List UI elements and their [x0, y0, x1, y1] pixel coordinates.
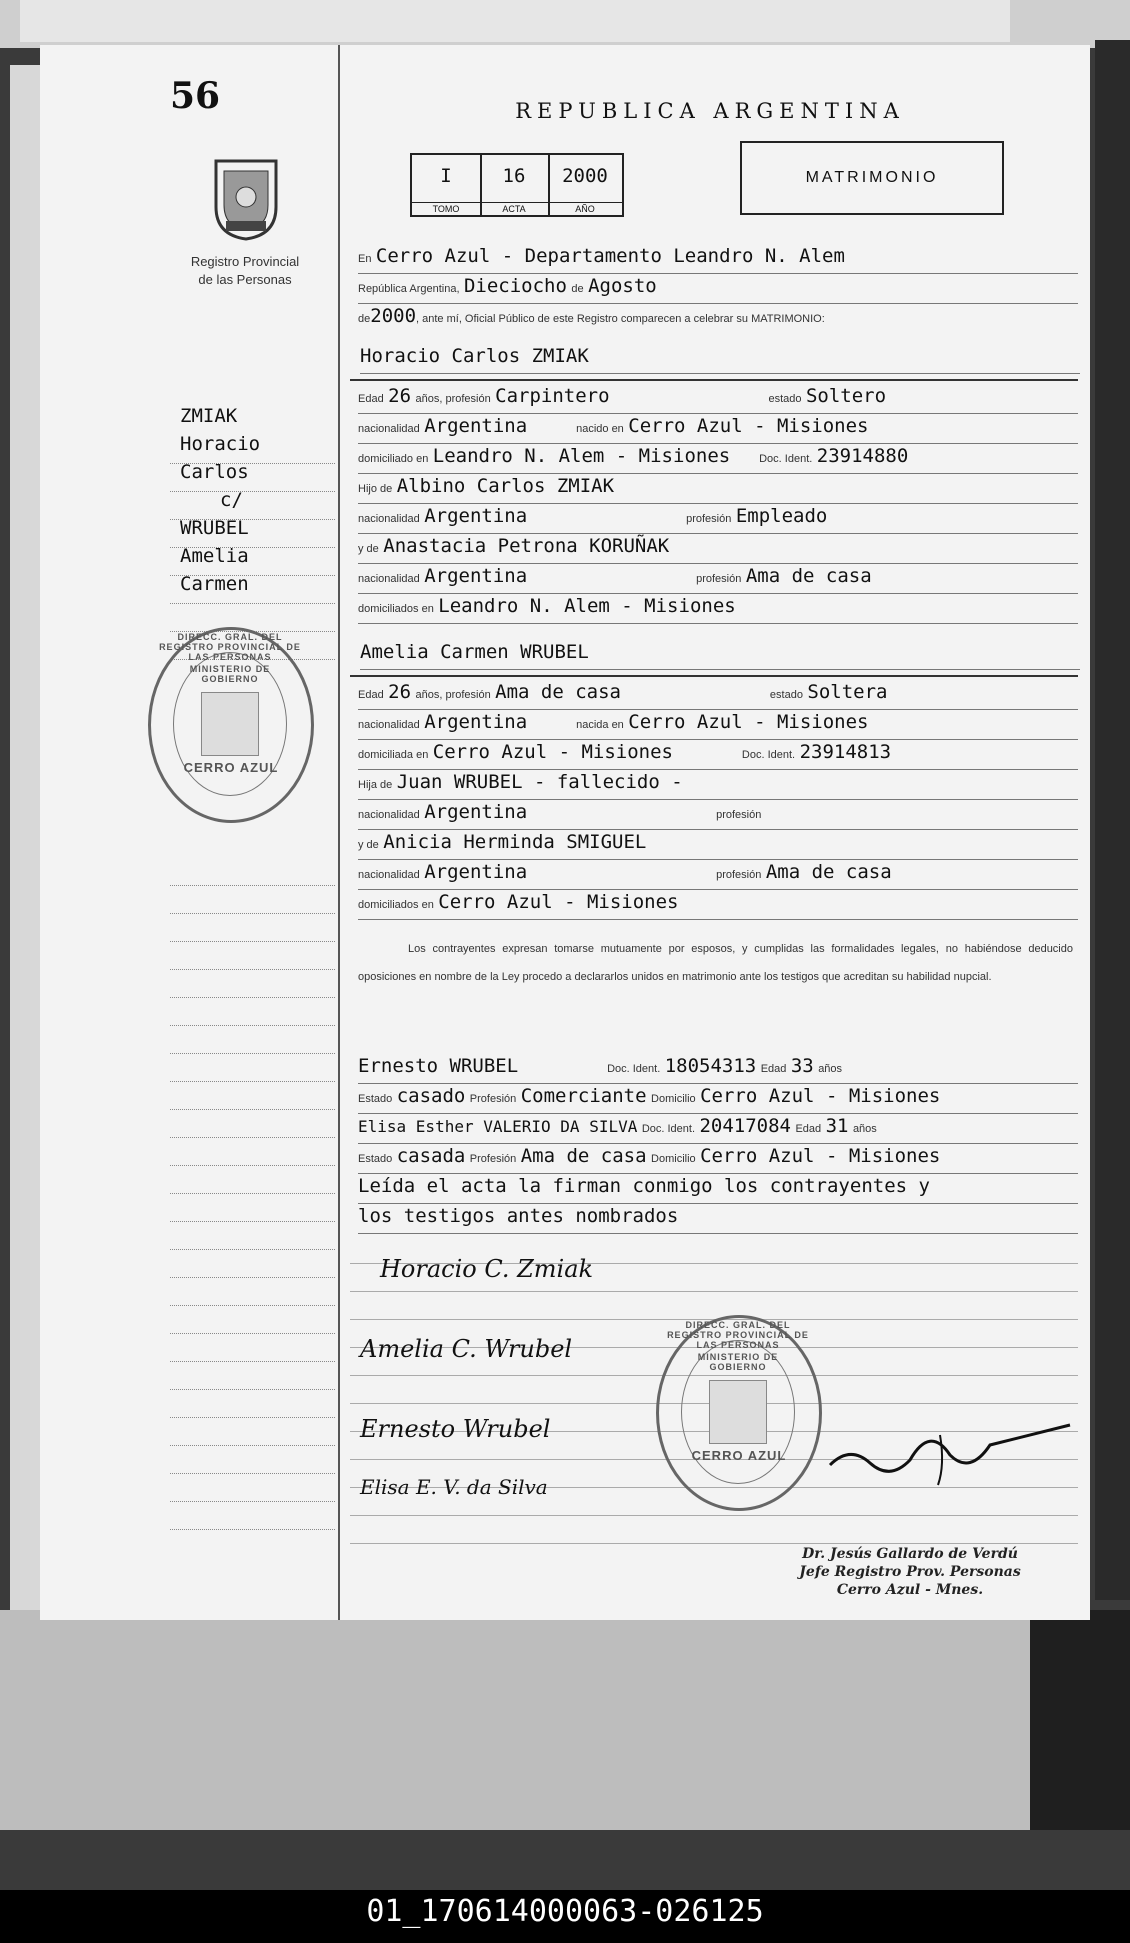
edad-label: Edad — [760, 1063, 787, 1075]
margin-name-line: Horacio — [180, 433, 261, 455]
y-de-label: y de — [358, 839, 379, 851]
document-title: REPUBLICA ARGENTINA — [515, 99, 905, 123]
act-type-label: MATRIMONIO — [805, 169, 939, 186]
groom-parents-domicile: Leandro N. Alem - Misiones — [438, 595, 736, 617]
ruled-line — [350, 1515, 1078, 1516]
profesion-label: Profesión — [469, 1093, 517, 1105]
hija-label: Hija de — [358, 779, 393, 791]
nacido-label: nacido en — [576, 423, 624, 435]
intro-year-row — [358, 305, 1078, 333]
groom-nationality: Argentina — [424, 415, 528, 437]
bride-mother-profession: Ama de casa — [765, 861, 892, 883]
officer-stamp — [760, 1545, 1060, 1599]
groom-doc: 23914880 — [816, 445, 909, 467]
nacionalidad-label: nacionalidad — [358, 513, 420, 525]
de-label: de — [358, 313, 371, 325]
bride-domicile: Cerro Azul - Misiones — [432, 741, 673, 763]
witness-2-profession: Ama de casa — [520, 1145, 647, 1167]
bride-nationality: Argentina — [424, 711, 528, 733]
doc-label: Doc. Ident. — [641, 1123, 696, 1135]
bride-father-nationality: Argentina — [424, 801, 528, 823]
margin-line — [170, 1305, 335, 1306]
margin-line — [170, 1389, 335, 1390]
margin-name-line: Amelia — [180, 545, 249, 567]
domiciliados-label: domiciliados en — [358, 603, 434, 615]
groom-profession: Carpintero — [495, 385, 610, 407]
intro-year: 2000 — [370, 305, 417, 327]
bride-father-nationality-row — [358, 801, 1078, 830]
lower-sheet — [0, 1610, 1030, 1830]
nacionalidad-label: nacionalidad — [358, 719, 420, 731]
margin-line — [170, 1053, 335, 1054]
official-stamp — [656, 1315, 822, 1511]
domicilio-label: Domicilio — [651, 1093, 696, 1105]
stamp-text: DIRECC. GRAL. DEL REGISTRO PROVINCIAL DE LAS PERSONAS — [667, 1320, 809, 1350]
stamp-text: CERRO AZUL — [183, 760, 279, 775]
acta-cell — [480, 155, 550, 215]
nacionalidad-label: nacionalidad — [358, 573, 420, 585]
witness-2-detail-row — [358, 1145, 1078, 1174]
groom-parents-domicile-row — [358, 595, 1078, 624]
tomo-caption: TOMO — [412, 202, 480, 215]
margin-line — [170, 1249, 335, 1250]
page-number: 56 — [170, 75, 221, 117]
bride-status: Soltera — [807, 681, 888, 703]
edad-label: Edad — [358, 689, 384, 701]
witness-1-age: 33 — [790, 1055, 814, 1077]
margin-line — [170, 1417, 335, 1418]
witness-1-domicile: Cerro Azul - Misiones — [700, 1085, 941, 1107]
witness-2-age: 31 — [825, 1115, 849, 1137]
ruled-line — [350, 1543, 1078, 1544]
edad-label: Edad — [795, 1123, 822, 1135]
doc-label: Doc. Ident. — [759, 453, 813, 465]
margin-line — [170, 1109, 335, 1110]
nacionalidad-label: nacionalidad — [358, 869, 420, 881]
registry-label — [170, 253, 320, 289]
domicilio-label: domiciliado en — [358, 453, 429, 465]
closing-text: los testigos antes nombrados — [358, 1205, 679, 1227]
groom-age-row — [358, 385, 1078, 414]
y-de-label: y de — [358, 543, 379, 555]
witness-1-doc: 18054313 — [664, 1055, 757, 1077]
officer-title: Jefe Registro Prov. Personas — [799, 1564, 1021, 1580]
margin-column — [40, 45, 340, 1620]
footer-code: 01_170614000063-026125 — [366, 1894, 764, 1929]
groom-father-row — [358, 475, 1078, 504]
margin-line — [170, 1193, 335, 1194]
ruled-line — [350, 1291, 1078, 1292]
stamp-text: CERRO AZUL — [691, 1448, 787, 1463]
nacionalidad-label: nacionalidad — [358, 809, 420, 821]
bride-mother: Anicia Herminda SMIGUEL — [383, 831, 647, 853]
section-divider — [350, 675, 1078, 677]
scan-background-right — [1095, 40, 1130, 1600]
estado-label: Estado — [358, 1153, 393, 1165]
bride-mother-nationality-row — [358, 861, 1078, 890]
margin-line — [170, 913, 335, 914]
republica-label: República Argentina, — [358, 283, 460, 295]
margin-line — [170, 1529, 335, 1530]
anio-value: 2000 — [562, 165, 608, 187]
profesion-label: años, profesión — [415, 689, 491, 701]
bride-birthplace: Cerro Azul - Misiones — [628, 711, 869, 733]
groom-mother-profession: Ama de casa — [745, 565, 872, 587]
signature-witness-1: Ernesto Wrubel — [360, 1415, 551, 1443]
stamp-text: MINISTERIO DE GOBIERNO — [697, 1352, 779, 1372]
witness-2-doc: 20417084 — [699, 1115, 791, 1137]
bride-name-row — [360, 641, 1080, 670]
margin-name-line: c/ — [220, 489, 243, 511]
margin-line — [170, 1473, 335, 1474]
margin-name-line: Carmen — [180, 573, 249, 595]
margin-line — [170, 1221, 335, 1222]
bride-age-row — [358, 681, 1078, 710]
en-label: En — [358, 253, 372, 265]
bride-profession: Ama de casa — [495, 681, 622, 703]
estado-label: estado — [769, 689, 803, 701]
bride-parents-domicile-row — [358, 891, 1078, 920]
intro-day: Dieciocho — [463, 275, 567, 297]
witness-2-name: Elisa Esther VALERIO DA SILVA — [358, 1117, 638, 1136]
tomo-acta-anio-box — [410, 153, 624, 217]
nacionalidad-label: nacionalidad — [358, 423, 420, 435]
bride-mother-nationality: Argentina — [424, 861, 528, 883]
margin-line — [170, 1137, 335, 1138]
estado-label: Estado — [358, 1093, 393, 1105]
intro-place-row — [358, 245, 1078, 274]
anios-label: años — [852, 1123, 877, 1135]
groom-father: Albino Carlos ZMIAK — [396, 475, 615, 497]
register-page — [40, 45, 1090, 1620]
registry-seal-icon — [210, 157, 282, 241]
profesion-label: años, profesión — [415, 393, 491, 405]
groom-nationality-row — [358, 415, 1078, 444]
anios-label: años — [818, 1063, 843, 1075]
margin-line — [170, 885, 335, 886]
witness-1-name: Ernesto WRUBEL — [358, 1055, 519, 1077]
groom-mother-row — [358, 535, 1078, 564]
closing-text: Leída el acta la firman conmigo los contrayentes y — [358, 1175, 930, 1197]
groom-father-nationality: Argentina — [424, 505, 528, 527]
margin-line — [170, 1165, 335, 1166]
domicilio-label: Domicilio — [651, 1153, 696, 1165]
groom-name-row — [360, 345, 1080, 374]
groom-age: 26 — [388, 385, 412, 407]
groom-mother-nationality: Argentina — [424, 565, 528, 587]
margin-line — [170, 997, 335, 998]
groom-domicile: Leandro N. Alem - Misiones — [432, 445, 731, 467]
margin-line — [170, 1501, 335, 1502]
groom-father-profession: Empleado — [735, 505, 828, 527]
groom-mother-nationality-row — [358, 565, 1078, 594]
profesion-label: Profesión — [469, 1153, 517, 1165]
main-content — [340, 45, 1080, 1620]
profesion-label: profesión — [716, 809, 762, 821]
intro-text: , ante mí, Oficial Público de este Registro comparecen a celebrar su MATRIMONIO: — [416, 313, 825, 325]
nacida-label: nacida en — [576, 719, 624, 731]
witness-2-domicile: Cerro Azul - Misiones — [700, 1145, 941, 1167]
doc-label: Doc. Ident. — [607, 1063, 661, 1075]
officer-signature-icon — [820, 1405, 1080, 1495]
margin-line — [170, 1025, 335, 1026]
acta-caption: ACTA — [480, 202, 548, 215]
edad-label: Edad — [358, 393, 384, 405]
witness-1-profession: Comerciante — [520, 1085, 647, 1107]
groom-mother: Anastacia Petrona KORUÑAK — [383, 535, 670, 557]
bride-nationality-row — [358, 711, 1078, 740]
groom-name: Horacio Carlos ZMIAK — [360, 345, 589, 367]
margin-name-line: WRUBEL — [180, 517, 249, 539]
intro-place: Cerro Azul - Departamento Leandro N. Alem — [375, 245, 845, 267]
profesion-label: profesión — [686, 513, 732, 525]
witness-1-row — [358, 1055, 1078, 1084]
anio-cell — [548, 155, 622, 215]
witness-1-detail-row — [358, 1085, 1078, 1114]
margin-line — [170, 1277, 335, 1278]
witness-1-status: casado — [396, 1085, 466, 1107]
margin-line — [170, 941, 335, 942]
bride-father-row — [358, 771, 1078, 800]
domiciliados-label: domiciliados en — [358, 899, 434, 911]
official-stamp — [148, 627, 314, 823]
profesion-label: profesión — [716, 869, 762, 881]
groom-birthplace: Cerro Azul - Misiones — [628, 415, 869, 437]
signature-witness-2: Elisa E. V. da Silva — [360, 1475, 548, 1499]
bride-domicile-row — [358, 741, 1078, 770]
bride-parents-domicile: Cerro Azul - Misiones — [438, 891, 679, 913]
intro-date-row — [358, 275, 1078, 304]
groom-status: Soltero — [805, 385, 887, 407]
tomo-value: I — [440, 165, 452, 187]
witness-2-row — [358, 1115, 1078, 1144]
declaration-text: Los contrayentes expresan tomarse mutuamente por esposos, y cumplidas las formalidades legales, no habiéndose deducido oposiciones en nombre de la Ley procedo a declararlos unidos en matrimonio ante los testigos que acreditan su habilidad nupcial. — [358, 943, 1073, 983]
margin-name-line: ZMIAK — [180, 405, 238, 427]
margin-name-line: Carlos — [180, 461, 249, 483]
registry-label-line-2: de las Personas — [198, 272, 292, 287]
estado-label: estado — [768, 393, 802, 405]
groom-domicile-row — [358, 445, 1078, 474]
section-divider — [350, 379, 1078, 381]
bride-father: Juan WRUBEL - fallecido - — [396, 771, 683, 793]
bride-mother-row — [358, 831, 1078, 860]
margin-line — [170, 1445, 335, 1446]
domicilio-label: domiciliada en — [358, 749, 429, 761]
act-type-box — [740, 141, 1004, 215]
bride-name: Amelia Carmen WRUBEL — [360, 641, 589, 663]
profesion-label: profesión — [696, 573, 742, 585]
doc-label: Doc. Ident. — [741, 749, 796, 761]
officer-location: Cerro Azul - Mnes. — [836, 1582, 984, 1598]
margin-line — [170, 1333, 335, 1334]
stamp-text: MINISTERIO DE GOBIERNO — [189, 664, 271, 684]
bride-age: 26 — [388, 681, 412, 703]
signature-groom: Horacio C. Zmiak — [380, 1255, 594, 1283]
hijo-label: Hijo de — [358, 483, 393, 495]
closing-line-2 — [358, 1205, 1078, 1234]
scan-background-strip — [20, 0, 1010, 42]
margin-line — [170, 603, 335, 604]
groom-father-nationality-row — [358, 505, 1078, 534]
margin-line — [170, 1361, 335, 1362]
margin-line — [170, 969, 335, 970]
de-label: de — [571, 283, 584, 295]
acta-value: 16 — [502, 165, 526, 187]
stamp-seal-icon — [709, 1380, 767, 1444]
stamp-text: DIRECC. GRAL. DEL REGISTRO PROVINCIAL DE LAS PERSONAS — [159, 632, 301, 662]
registry-label-line-1: Registro Provincial — [190, 254, 300, 269]
stamp-seal-icon — [201, 692, 259, 756]
witness-2-status: casada — [396, 1145, 466, 1167]
bride-doc: 23914813 — [799, 741, 892, 763]
margin-line — [170, 1081, 335, 1082]
tomo-cell — [412, 155, 482, 215]
closing-line-1 — [358, 1175, 1078, 1204]
officer-name: Dr. Jesús Gallardo de Verdú — [802, 1546, 1018, 1562]
anio-caption: AÑO — [548, 202, 622, 215]
lower-dark-area — [1030, 1610, 1130, 1830]
signature-bride: Amelia C. Wrubel — [360, 1335, 573, 1363]
intro-month: Agosto — [588, 275, 657, 297]
